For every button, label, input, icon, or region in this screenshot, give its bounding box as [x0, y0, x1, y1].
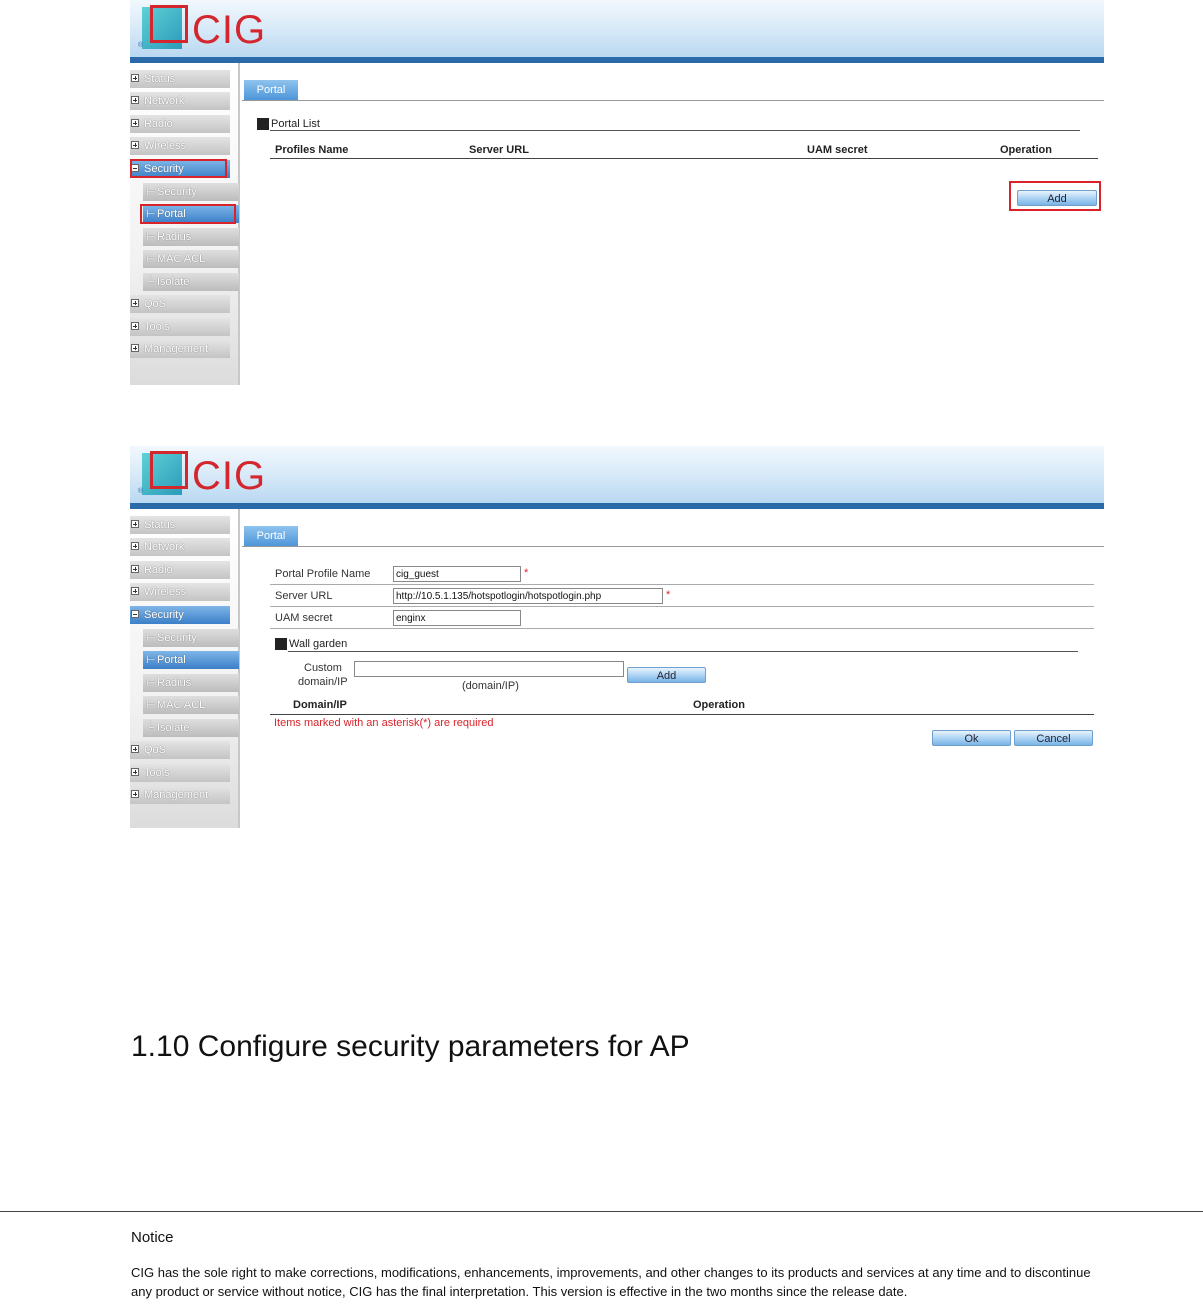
- expand-icon: [131, 299, 139, 307]
- custom-domain-input[interactable]: [354, 661, 624, 677]
- expand-icon: [131, 322, 139, 330]
- sidebar-item-status[interactable]: Status: [130, 516, 230, 534]
- app-header: [130, 446, 1104, 503]
- sidebar: [130, 509, 240, 828]
- expand-icon: [131, 542, 139, 550]
- notice-body: CIG has the sole right to make corrections, modifications, enhancements, improvements, and other changes to its products and services at any time and to discontinue any product or service without notice, CIG has the final interpretation. This version is effective in the two months since the release date.: [131, 1265, 1091, 1299]
- sidebar-sub-security[interactable]: ⊢ Security: [143, 629, 239, 647]
- add-portal-button[interactable]: Add: [1017, 190, 1097, 206]
- required-mark: *: [524, 567, 529, 579]
- profile-name-input[interactable]: [393, 566, 521, 582]
- sidebar-sub-security[interactable]: ⊢ Security: [143, 183, 239, 201]
- col-profiles-name: Profiles Name: [275, 144, 349, 156]
- tab-portal[interactable]: Portal: [244, 526, 298, 546]
- expand-icon: [131, 96, 139, 104]
- cig-logo: [138, 5, 268, 53]
- main-content: [242, 509, 1104, 828]
- expand-icon: [131, 344, 139, 352]
- required-note: Items marked with an asterisk(*) are required: [274, 717, 494, 729]
- col-server-url: Server URL: [469, 144, 529, 156]
- custom-domain-label: Custom: [304, 662, 342, 674]
- expand-icon: [131, 74, 139, 82]
- highlight-add: [1009, 181, 1101, 211]
- portal-list-title: Portal List: [257, 118, 320, 130]
- sidebar: [130, 63, 240, 385]
- expand-icon: [131, 119, 139, 127]
- expand-icon: [131, 520, 139, 528]
- sidebar-item-status[interactable]: Status: [130, 70, 230, 88]
- main-content: [242, 63, 1104, 385]
- col-operation: Operation: [693, 699, 745, 711]
- logo-text: CIG: [192, 454, 267, 498]
- sidebar-item-radio[interactable]: Radio: [130, 115, 230, 133]
- section-marker-icon: [257, 118, 269, 130]
- sidebar-item-security[interactable]: Security: [130, 606, 230, 624]
- wall-garden-title: Wall garden: [275, 638, 347, 650]
- logo-text: CIG: [192, 8, 267, 52]
- uam-secret-label: UAM secret: [275, 612, 333, 624]
- sidebar-sub-isolate[interactable]: └ Isolate: [143, 273, 239, 291]
- col-uam-secret: UAM secret: [807, 144, 868, 156]
- cancel-button[interactable]: Cancel: [1014, 730, 1093, 746]
- sidebar-sub-mac-acl[interactable]: ⊢ MAC ACL: [143, 250, 239, 268]
- expand-icon: [131, 565, 139, 573]
- notice-title: Notice: [131, 1229, 174, 1246]
- profile-name-label: Portal Profile Name: [275, 568, 371, 580]
- sidebar-item-tools[interactable]: Tools: [130, 318, 230, 336]
- sidebar-item-qos[interactable]: QoS: [130, 295, 230, 313]
- sidebar-item-management[interactable]: Management: [130, 340, 230, 358]
- collapse-icon: [131, 610, 139, 618]
- domain-hint: (domain/IP): [462, 680, 519, 692]
- sidebar-sub-portal[interactable]: ⊢ Portal: [143, 651, 239, 669]
- screenshot-portal-list: [130, 0, 1104, 385]
- sidebar-sub-radius[interactable]: ⊢ Radius: [143, 674, 239, 692]
- sidebar-sub-isolate[interactable]: └ Isolate: [143, 719, 239, 737]
- tab-portal[interactable]: Portal: [244, 80, 298, 100]
- required-mark: *: [666, 589, 671, 601]
- screenshot-portal-form: [130, 446, 1104, 828]
- expand-icon: [131, 768, 139, 776]
- expand-icon: [131, 141, 139, 149]
- footer-divider: [0, 1211, 1203, 1212]
- sidebar-sub-mac-acl[interactable]: ⊢ MAC ACL: [143, 696, 239, 714]
- sidebar-item-wireless[interactable]: Wireless: [130, 137, 230, 155]
- registered-mark: ®: [138, 42, 144, 49]
- sidebar-item-security[interactable]: Security: [130, 160, 230, 178]
- sidebar-sub-portal[interactable]: ⊢ Portal: [143, 205, 239, 223]
- sidebar-item-wireless[interactable]: Wireless: [130, 583, 230, 601]
- sidebar-item-network[interactable]: Network: [130, 538, 230, 556]
- cig-logo: [138, 451, 268, 499]
- col-operation: Operation: [1000, 144, 1052, 156]
- col-domain-ip: Domain/IP: [293, 699, 347, 711]
- sidebar-item-network[interactable]: Network: [130, 92, 230, 110]
- sidebar-item-qos[interactable]: QoS: [130, 741, 230, 759]
- uam-secret-input[interactable]: [393, 610, 521, 626]
- custom-domain-label-line2: domain/IP: [298, 676, 348, 688]
- add-domain-button[interactable]: Add: [627, 667, 706, 683]
- server-url-input[interactable]: [393, 588, 663, 604]
- ok-button[interactable]: Ok: [932, 730, 1011, 746]
- sidebar-item-tools[interactable]: Tools: [130, 764, 230, 782]
- expand-icon: [131, 745, 139, 753]
- sidebar-item-management[interactable]: Management: [130, 786, 230, 804]
- highlight-security: [130, 159, 227, 178]
- app-header: [130, 0, 1104, 57]
- registered-mark: ®: [138, 488, 144, 495]
- section-heading: 1.10 Configure security parameters for AP: [131, 1030, 690, 1063]
- expand-icon: [131, 587, 139, 595]
- section-marker-icon: [275, 638, 287, 650]
- expand-icon: [131, 790, 139, 798]
- server-url-label: Server URL: [275, 590, 333, 602]
- sidebar-sub-radius[interactable]: ⊢ Radius: [143, 228, 239, 246]
- sidebar-item-radio[interactable]: Radio: [130, 561, 230, 579]
- highlight-portal: [140, 204, 236, 224]
